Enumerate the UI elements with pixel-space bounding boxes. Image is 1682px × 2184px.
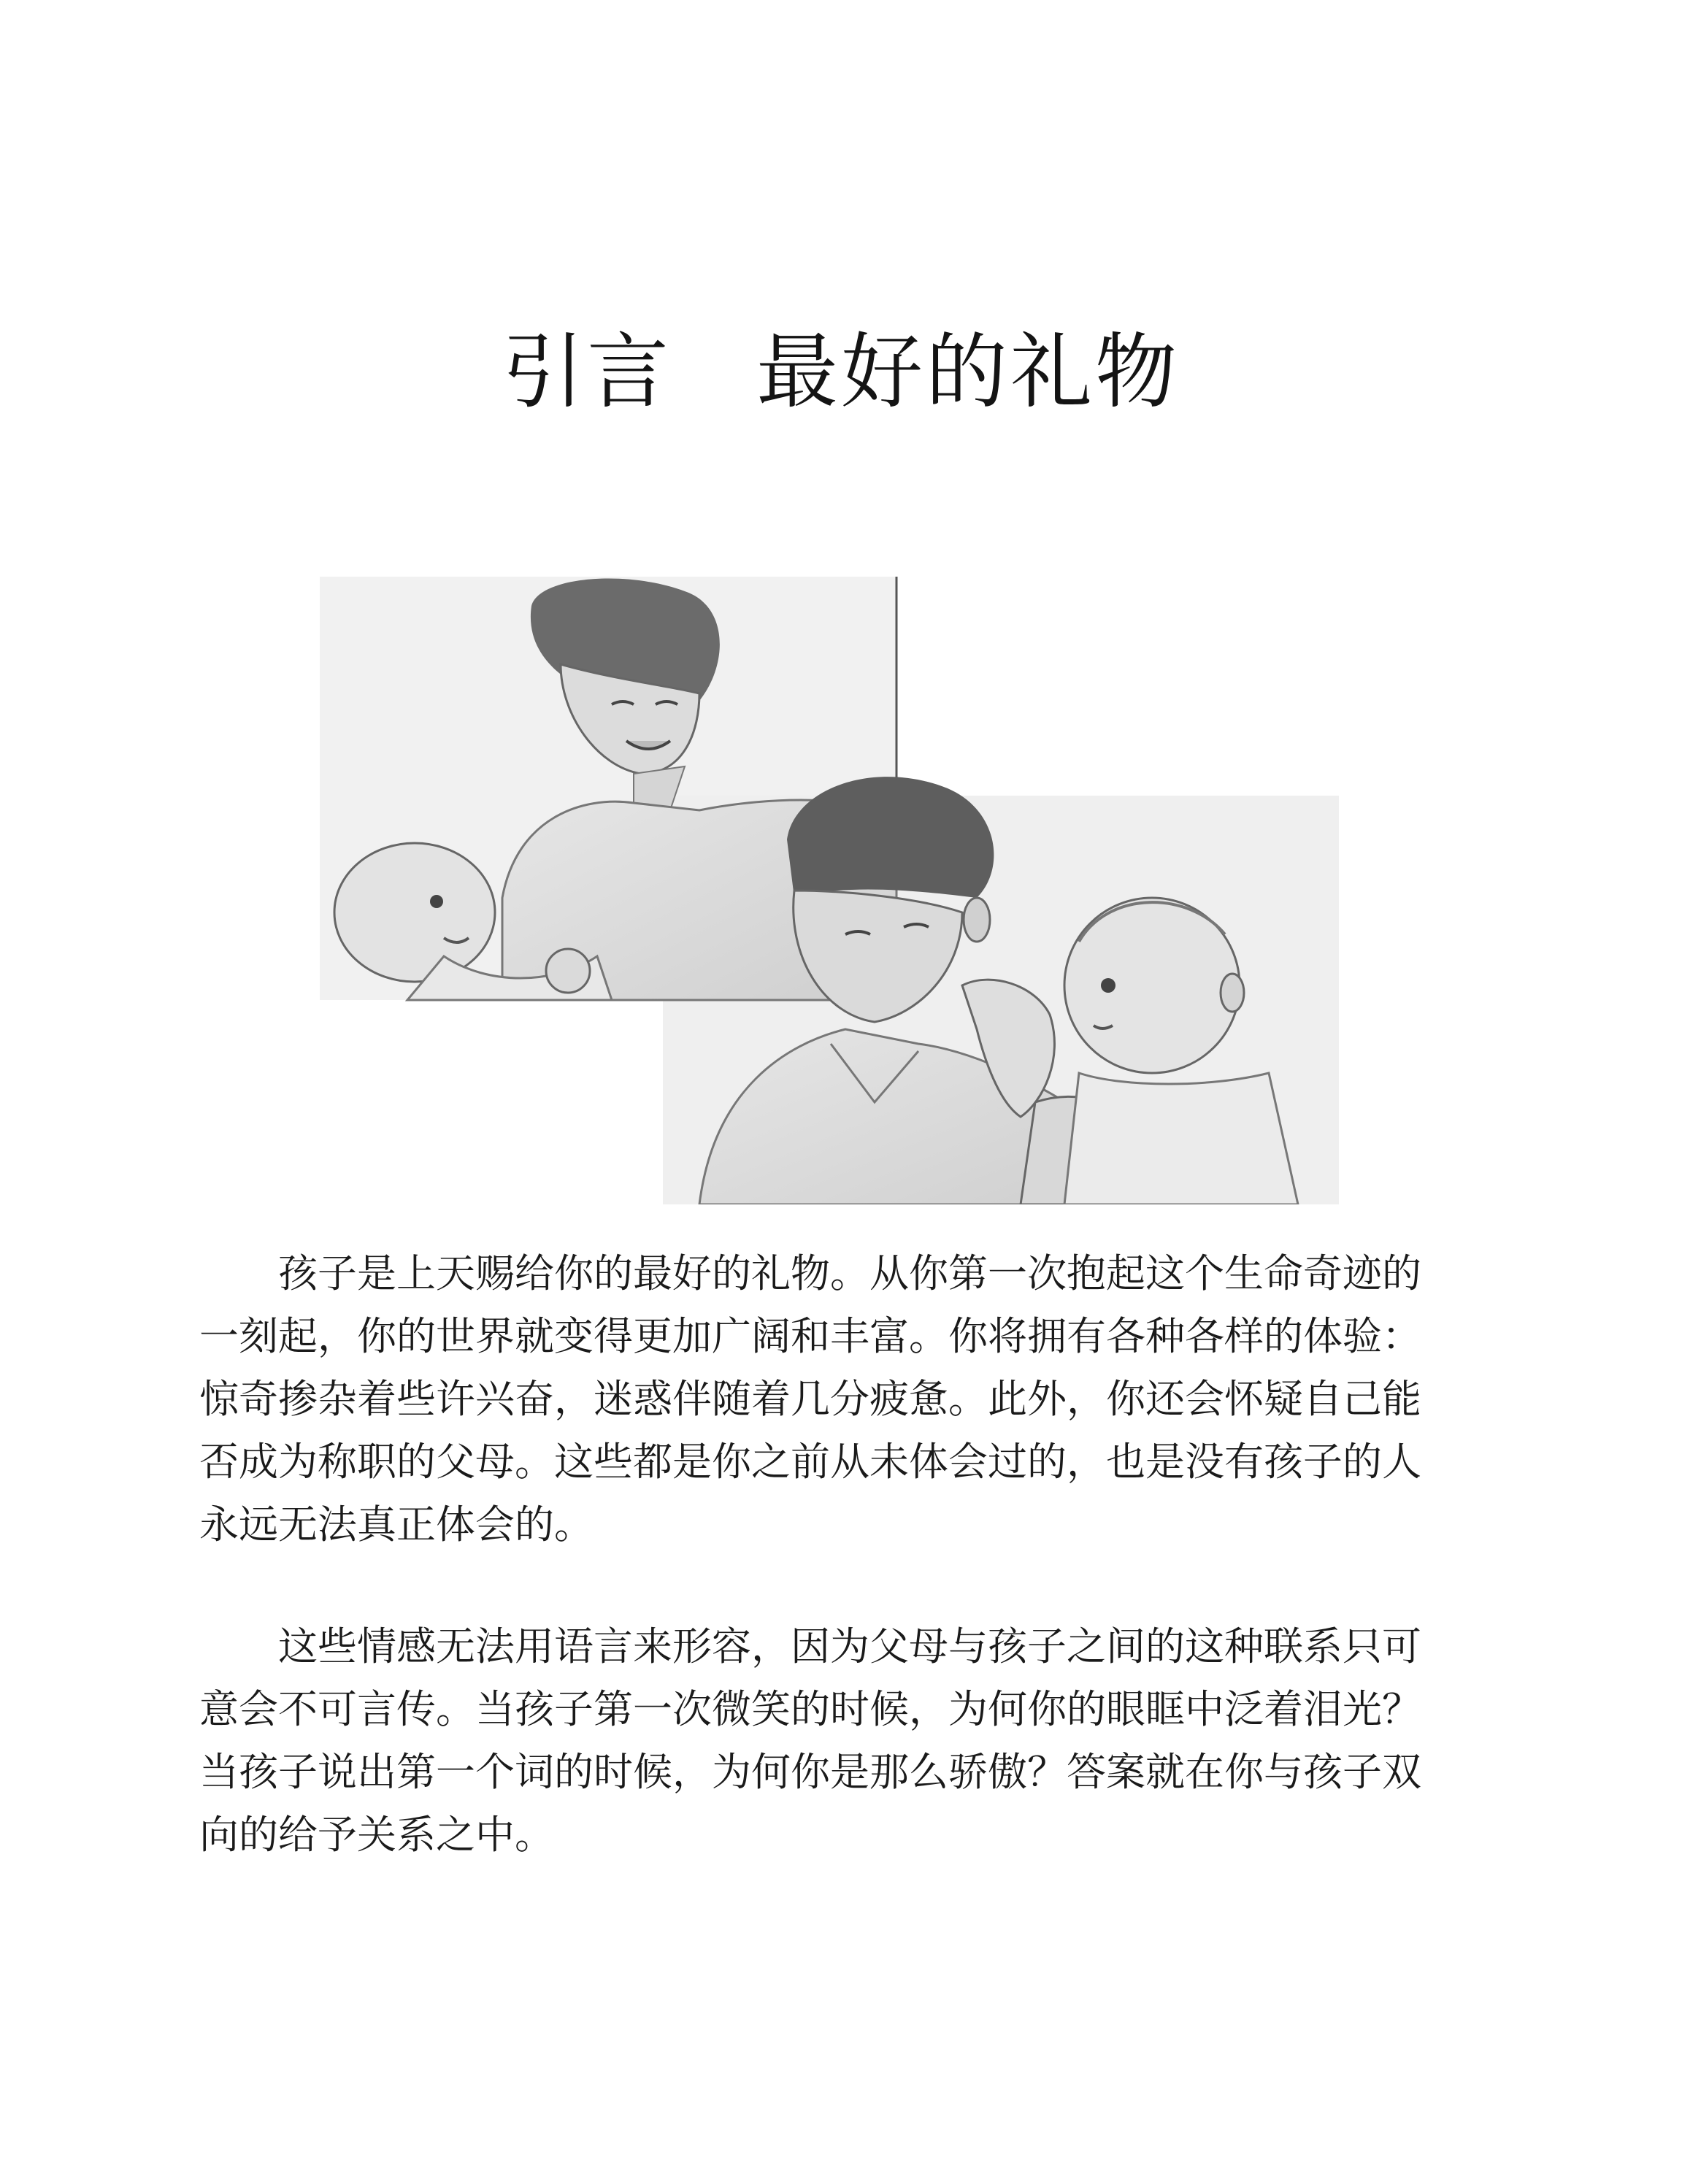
paragraph-2-line-2: 意会不可言传。当孩子第一次微笑的时候，为何你的眼眶中泛着泪光？ [199, 1686, 1421, 1732]
paragraph-1-line-1: 孩子是上天赐给你的最好的礼物。从你第一次抱起这个生命奇迹的 [278, 1250, 1421, 1296]
chapter-title: 引言 最好的礼物 [502, 325, 1180, 420]
paragraph-2-line-1: 这些情感无法用语言来形容，因为父母与孩子之间的这种联系只可 [278, 1623, 1421, 1669]
illustration-parents-with-babies [320, 577, 1339, 1204]
paragraph-2 [199, 1615, 1470, 1866]
paragraph-1-line-2: 一刻起，你的世界就变得更加广阔和丰富。你将拥有各种各样的体验： [199, 1313, 1421, 1359]
paragraph-1-line-3: 惊奇掺杂着些许兴奋，迷惑伴随着几分疲惫。此外，你还会怀疑自己能 [199, 1376, 1421, 1422]
paragraph-2-line-3: 当孩子说出第一个词的时候，为何你是那么骄傲？答案就在你与孩子双 [199, 1749, 1421, 1795]
paragraph-2-line-4: 向的给予关系之中。 [199, 1812, 554, 1858]
paragraph-1 [199, 1242, 1470, 1556]
paragraph-1-line-4: 否成为称职的父母。这些都是你之前从未体会过的，也是没有孩子的人 [199, 1439, 1421, 1485]
paragraph-1-line-5: 永远无法真正体会的。 [199, 1502, 594, 1547]
